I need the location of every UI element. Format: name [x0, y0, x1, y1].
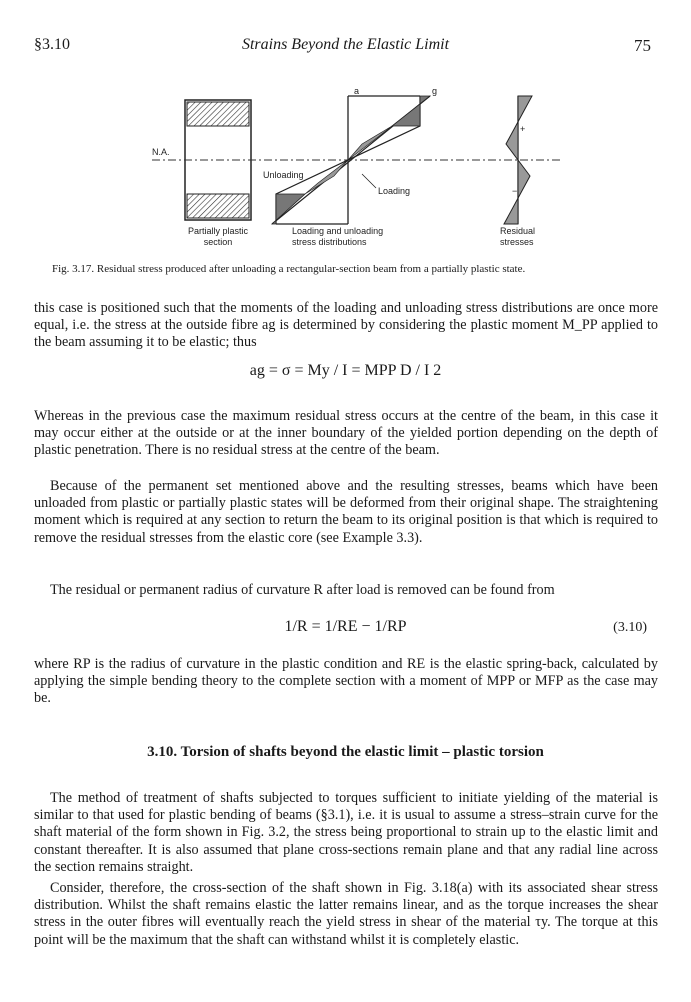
label-a: a — [354, 86, 360, 96]
na-label: N.A. — [152, 147, 170, 157]
equation-3-10 — [0, 618, 691, 646]
figure-3-17 — [130, 82, 570, 254]
paragraph-4 — [34, 582, 658, 599]
paragraph-2 — [34, 408, 658, 460]
equation-number: (3.10) — [613, 620, 647, 635]
stress-distribution-diagram — [263, 86, 437, 224]
label-g: g — [432, 86, 438, 96]
residual-label-2: stresses — [500, 237, 534, 247]
paragraph-5 — [34, 656, 658, 708]
paragraph-6-text: The method of treatment of shafts subjected to torques sufficient to initiate yielding of the material is similar to that used for plastic bending of beams (§3.1), i.e. it is usual to assume a stress–strain curve for the shaft material of the form shown in Fig. 3.2, the stress being proportional to strain up to the elastic limit and constant thereafter. It is also assumed that plane cross-sections remain plane and that any radial line across the section remains straight. — [34, 790, 658, 875]
paragraph-3 — [34, 478, 658, 547]
residual-label-1: Residual — [500, 226, 536, 236]
paragraph-1-text: this case is positioned such that the moments of the loading and unloading stress distributions are once more equal, i.e. the stress at the outside fibre ag is determined by considering the plastic moment M_PP applied to the beam assuming it to be elastic; thus — [34, 300, 658, 351]
section-heading-3-10: 3.10. Torsion of shafts beyond the elastic limit – plastic torsion — [147, 744, 544, 760]
distributions-label-2: stress distributions — [292, 237, 367, 247]
paragraph-6 — [34, 790, 658, 876]
paragraph-7 — [34, 880, 658, 949]
paragraph-4-text: The residual or permanent radius of curvature R after load is removed can be found from — [50, 582, 555, 598]
figure-drawing — [130, 82, 570, 254]
paragraph-7-text: Consider, therefore, the cross-section of the shaft shown in Fig. 3.18(a) with its associated shear stress distribution. Whilst the shaft remains elastic the latter remains linear, and as the torque increases the shear stress in the outer fibres will eventually reach the yield stress in shear of the material τy. The torque at this point will be the maximum that the shaft can withstand whilst it is completely elastic. — [34, 880, 658, 948]
equation-ag-sigma — [0, 362, 691, 380]
page-header — [0, 36, 691, 60]
partially-plastic-label-2: section — [203, 237, 233, 247]
section-number: §3.10 — [34, 36, 70, 53]
plus-sign: + — [520, 124, 526, 134]
figure-caption: Fig. 3.17. Residual stress produced after unloading a rectangular-section beam from a partially plastic state. — [52, 263, 526, 275]
partially-plastic-label-1: Partially plastic — [187, 226, 249, 236]
minus-sign: − — [512, 186, 518, 196]
distributions-label-1: Loading and unloading — [292, 226, 384, 236]
equation-2-text: 1/R = 1/RE − 1/RP — [284, 618, 407, 635]
paragraph-5-text: where RP is the radius of curvature in the plastic condition and RE is the elastic spring-back, calculated by applying the simple bending theory to the complete section with a moment of MPP or MFP as the case may be. — [34, 656, 658, 707]
running-title: Strains Beyond the Elastic Limit — [241, 36, 450, 53]
unloading-label: Unloading — [263, 170, 304, 180]
paragraph-1 — [34, 300, 658, 352]
equation-1-text: ag = σ = My / I = MPP D / I 2 — [249, 362, 442, 379]
paragraph-2-text: Whereas in the previous case the maximum residual stress occurs at the centre of the beam, in this case it may occur either at the outside or at the inner boundary of the yielded portion depending on the depth of plastic penetration. There is no residual stress at the centre of the beam. — [34, 408, 658, 459]
page-number: 75 — [634, 36, 651, 55]
loading-label: Loading — [378, 186, 411, 196]
paragraph-3-text: Because of the permanent set mentioned above and the resulting stresses, beams which have been unloaded from plastic or partially plastic states will be deformed from their original shape. The straightening moment which is required at any section to return the beam to its original position is that which is required to remove the residual stresses from the elastic core (see Example 3.3). — [34, 478, 658, 546]
